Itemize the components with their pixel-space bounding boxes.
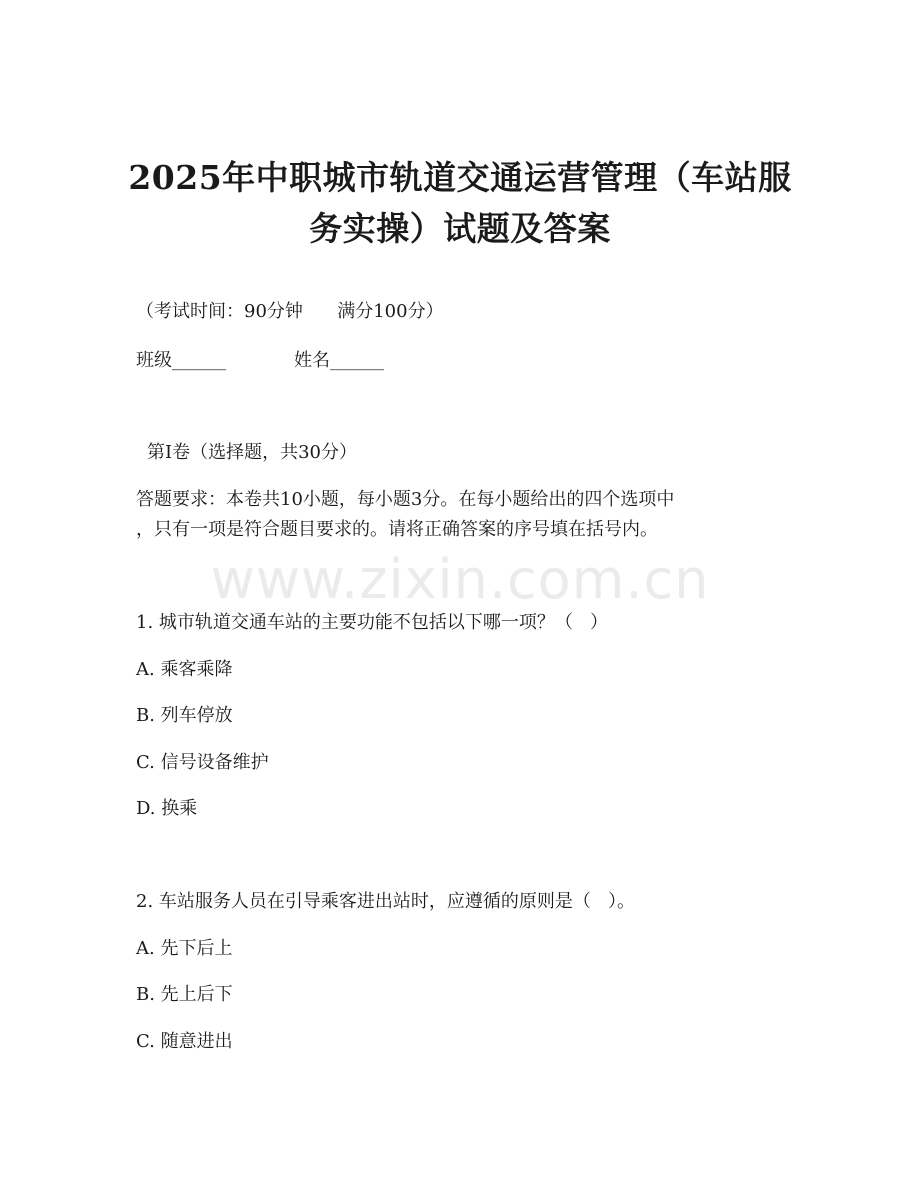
- watermark: www.zixin.com.cn: [210, 548, 710, 611]
- class-field: 班级______: [136, 350, 226, 371]
- question-stem: 1. 城市轨道交通车站的主要功能不包括以下哪一项？（ ）: [136, 612, 609, 633]
- section-heading: 第Ⅰ卷（选择题，共30分）: [147, 442, 358, 463]
- question-option: B. 先上后下: [136, 984, 233, 1005]
- question-option: D. 换乘: [136, 798, 198, 819]
- question-option: C. 随意进出: [136, 1031, 233, 1052]
- question-option: C. 信号设备维护: [136, 752, 269, 773]
- exam-info: （考试时间：90分钟 满分100分）: [136, 301, 444, 322]
- question-option: A. 先下后上: [136, 938, 233, 959]
- question-stem: 2. 车站服务人员在引导乘客进出站时，应遵循的原则是（ ）。: [136, 891, 636, 912]
- name-field: 姓名______: [294, 350, 384, 371]
- document-title-line-1: 2025年中职城市轨道交通运营管理（车站服: [128, 158, 792, 197]
- instructions-line-1: 答题要求：本卷共10小题，每小题3分。在每小题给出的四个选项中: [136, 489, 675, 510]
- instructions-line-2: ，只有一项是符合题目要求的。请将正确答案的序号填在括号内。: [136, 519, 658, 540]
- document-title-line-2: 务实操）试题及答案: [309, 209, 611, 248]
- question-option: A. 乘客乘降: [136, 659, 233, 680]
- question-option: B. 列车停放: [136, 705, 233, 726]
